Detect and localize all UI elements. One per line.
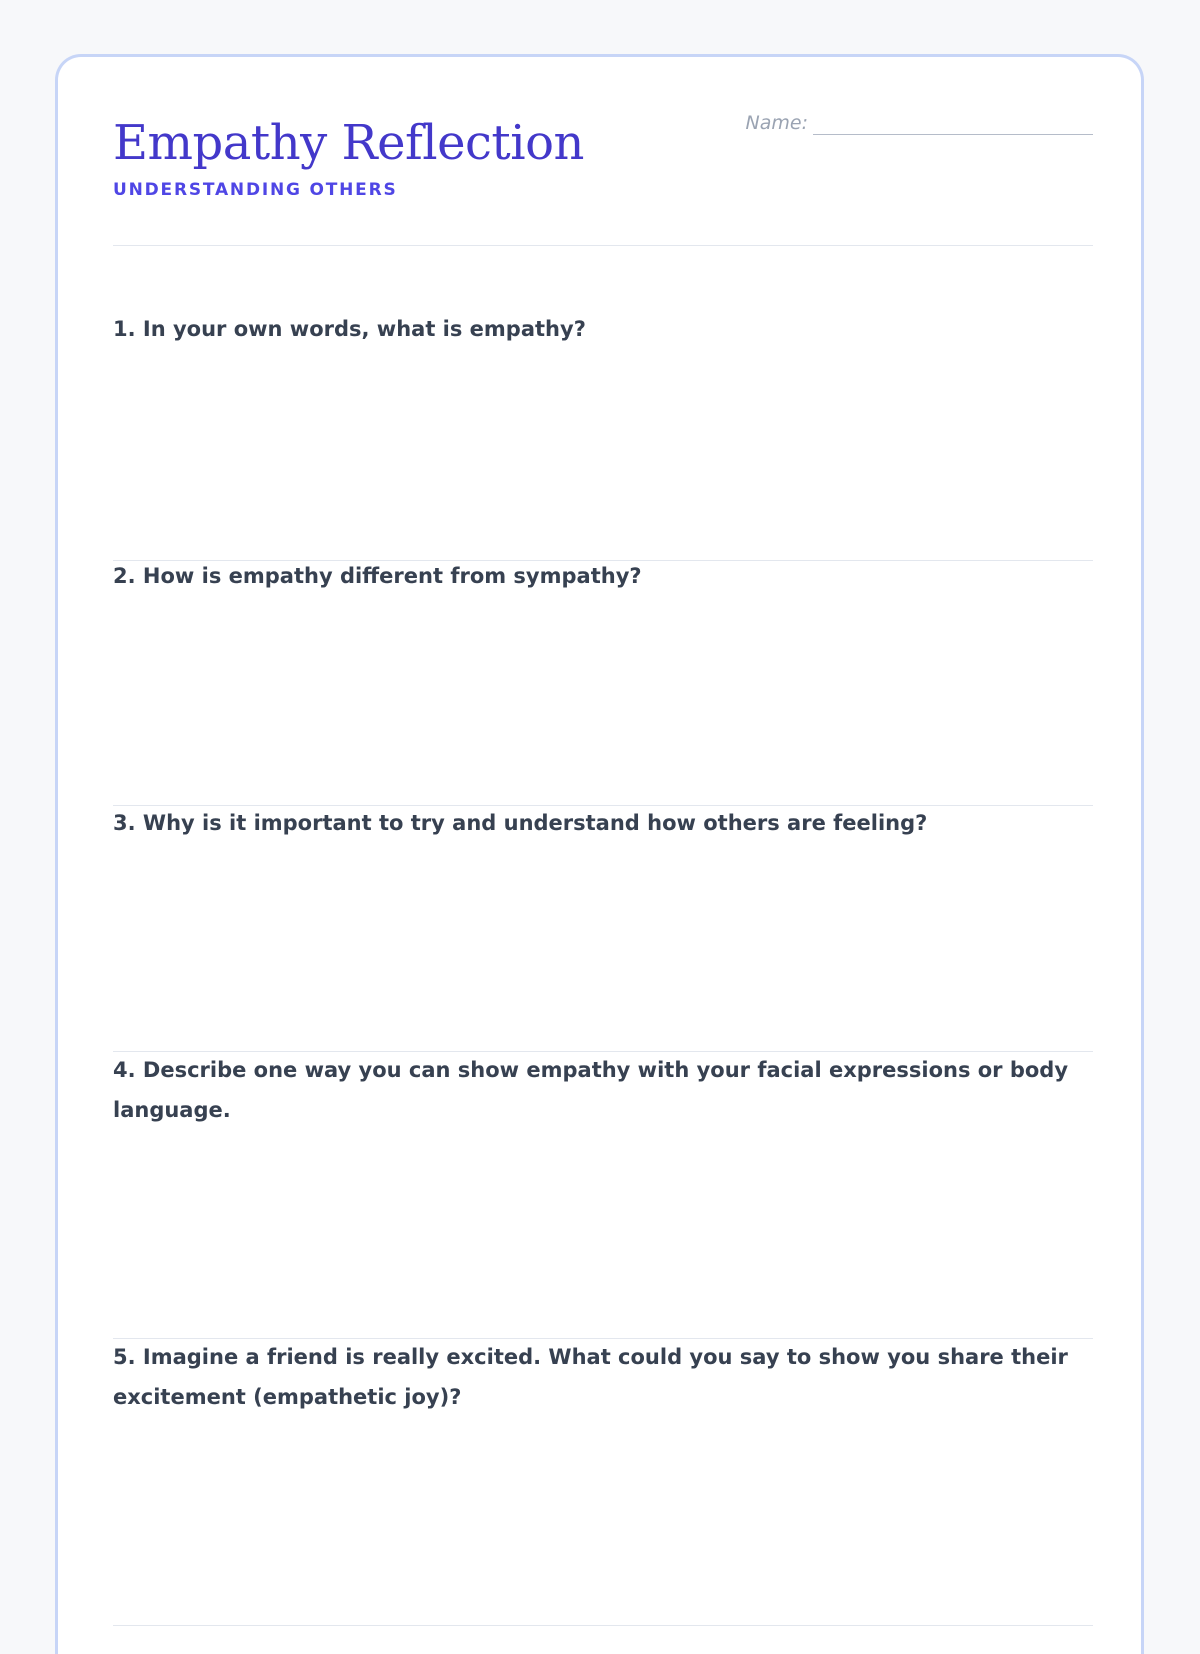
answer-area-1[interactable] xyxy=(113,357,1093,561)
answer-area-5[interactable] xyxy=(113,1425,1093,1626)
answer-area-2[interactable] xyxy=(113,604,1093,806)
worksheet-card xyxy=(55,54,1144,1654)
question-3-text: 3. Why is it important to try and understand how others are feeling? xyxy=(113,811,928,835)
name-input-line[interactable] xyxy=(813,114,1093,135)
worksheet-title: Empathy Reflection xyxy=(113,115,584,171)
answer-area-3[interactable] xyxy=(113,851,1093,1052)
question-2-text: 2. How is empathy different from sympathy? xyxy=(113,564,642,588)
header-divider xyxy=(113,245,1093,246)
worksheet-subtitle: UNDERSTANDING OTHERS xyxy=(113,180,398,200)
question-1-text: 1. In your own words, what is empathy? xyxy=(113,317,586,341)
answer-area-4[interactable] xyxy=(113,1138,1093,1339)
name-field[interactable] xyxy=(746,111,1093,135)
question-4-text: 4. Describe one way you can show empathy with your facial expressions or body language. xyxy=(113,1058,1069,1122)
question-5-text: 5. Imagine a friend is really excited. What could you say to show you share their excitement (empathetic joy)? xyxy=(113,1345,1068,1409)
name-label: Name: xyxy=(745,112,808,134)
